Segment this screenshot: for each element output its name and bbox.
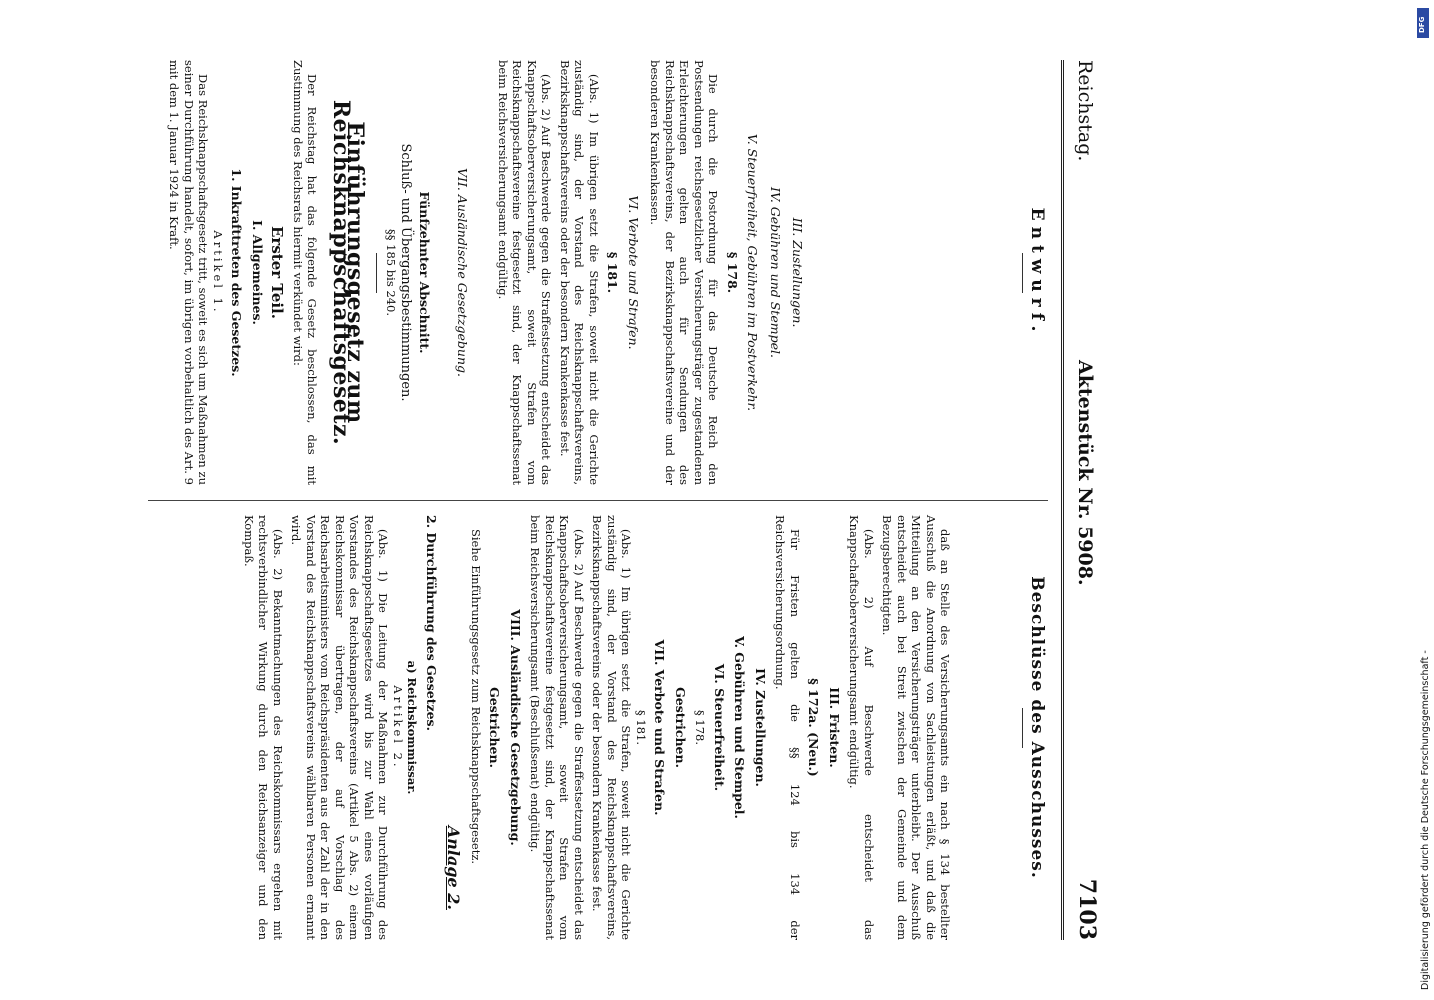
section-heading: Fünfzehnter Abschnitt.: [417, 191, 432, 354]
article-text: (Abs. 1) Die Leitung der Maßnahmen zur Durchführung des Reichsknappschaftsgesetzes wird bis zur Wahl eines vorläufigen Vorstandes des Reichsknappschaftsvereins (Artikel 5 Abs. 2) einem Reichskommissar übertragen, der auf Vorschlag des Reichsarbeitsministers vom Reichspräsidenten aus der Zahl der in den Vorstand des Reichsknappschaftsvereins wählbaren Personen ernannt wird.: [289, 515, 391, 940]
dfg-logo: [1417, 8, 1429, 38]
reference-text: Siehe Einführungsgesetz zum Reichsknappschaftsgesetz.: [469, 529, 483, 865]
paragraph-text: (Abs. 2) Auf Beschwerde entscheidet das Knappschaftsoberversicherungsamt endgültig.: [847, 515, 876, 940]
paragraph-number: § 172a. (Neu.): [806, 678, 822, 777]
section-heading: VII. Ausländische Gesetzgebung.: [455, 168, 471, 377]
article-number: Artikel 1.: [211, 230, 225, 315]
paragraph-number: § 178.: [725, 251, 740, 294]
section-heading: V. Gebühren und Stempel.: [732, 636, 748, 819]
section-heading: IV. Gebühren und Stempel.: [768, 187, 783, 358]
section-heading: IV. Zustellungen.: [753, 668, 768, 787]
paragraph-number: § 181.: [634, 709, 648, 745]
section-title: Schluß- und Übergangsbestimmungen.: [398, 143, 414, 402]
section-heading: VII. Verbote und Strafen.: [652, 639, 668, 816]
article-number: Artikel 2.: [391, 685, 405, 770]
heading-rule: [1023, 708, 1024, 748]
heading-rule: [1023, 253, 1024, 293]
spacer: [478, 60, 492, 485]
paragraph-text: daß an Stelle des Versicherungsamts ein nach § 134 bestellter Ausschuß die Anordnung von Sachleistungen erläßt, und daß die Mitteilung an den Versicherungsträger unterbleibt. Der Ausschuß entscheidet auch bei Streit zwischen der Gemeinde und dem Bezugsberechtigten.: [880, 515, 953, 940]
page-header: [1061, 60, 1100, 940]
section-heading: III. Zustellungen.: [790, 217, 806, 328]
paragraph-text: (Abs. 1) Im übrigen setzt die Strafen, soweit nicht die Gerichte zuständig sind, der Vorstand des Reichsknappschaftsvereins, Bezirksknappschaftsvereins oder der besondern Krankenkasse fest.: [558, 60, 601, 485]
section-heading: VI. Steuerfreiheit.: [712, 663, 727, 792]
entwurf-heading: Entwurf.: [1027, 207, 1047, 338]
struck-note: Gestrichen.: [487, 687, 503, 768]
preamble-text: Der Reichstag hat das folgende Gesetz beschlossen, das mit Zustimmung des Reichsrats hiermit verkündet wird:: [291, 60, 320, 485]
spacer: [953, 515, 1013, 940]
struck-note: Gestrichen.: [673, 687, 688, 768]
annex-label: Anlage 2.: [444, 825, 464, 910]
part-heading: Erster Teil.: [268, 226, 287, 319]
header-left: Reichstag.: [1074, 60, 1096, 162]
section-rule: [377, 253, 378, 293]
column-beschluesse: [238, 515, 1049, 940]
digitization-note: Digitalisierung gefördert durch die Deutsche Forschungsgemeinschaft -: [1420, 650, 1431, 990]
beschluesse-heading: Beschlüsse des Ausschusses.: [1027, 576, 1047, 879]
spacer: [437, 60, 451, 485]
header-document-number: Aktenstück Nr. 5908.: [1074, 360, 1096, 586]
paragraph-text: (Abs. 2) Auf Beschwerde gegen die Straffestsetzung entscheidet das Knappschaftsoberversicherungsamt, soweit Strafen vom Reichsknappschaftsvereine festgesetzt sind, der Knappschaftssenat beim Reichsversicherungsamt (Beschlußsenat) endgültig.: [528, 515, 586, 940]
subsection-heading: a) Reichskommissar.: [405, 660, 420, 795]
section-heading: V. Steuerfreiheit, Gebühren im Postverkehr.: [745, 133, 761, 412]
section-heading: 1. Inkrafttreten des Gesetzes.: [229, 168, 245, 377]
header-page-number: 7103: [1074, 878, 1100, 940]
paragraph-text: Für Fristen gelten die §§ 124 bis 134 der Reichsversicherungsordnung.: [773, 515, 802, 940]
document-page: [90, 60, 1100, 940]
section-heading: III. Fristen.: [827, 687, 842, 768]
section-heading: I. Allgemeines.: [250, 220, 265, 325]
paragraph-text: Die durch die Postordnung für das Deutsche Reich den Postsendungen reichsgesetzlicher Versicherungsträger zugestandenen Erleichterungen gelten auch für Sendungen des Reichsknappschaftsvereins, der Bezirksknappschaftsvereine und der besonderen Krankenkassen.: [648, 60, 721, 485]
paragraph-range: §§ 185 bis 240.: [384, 229, 398, 316]
dfg-logo-text: DFG: [1418, 16, 1426, 33]
section-heading: VI. Verbote und Strafen.: [626, 195, 641, 350]
section-heading: VIII. Ausländische Gesetzgebung.: [508, 609, 523, 846]
section-heading: 2. Durchführung des Gesetzes.: [424, 515, 439, 731]
law-title: Einführungsgesetz zum Reichsknappschaftsgesetz.: [328, 99, 369, 446]
paragraph-text: (Abs. 1) Im übrigen setzt die Strafen, soweit nicht die Gerichte zuständig sind, der Vorstand des Reichsknappschaftsvereins, Bezirksknappschaftsvereins oder der besondern Krankenkasse fest.: [590, 515, 634, 940]
paragraph-text: (Abs. 2) Auf Beschwerde gegen die Straffestsetzung entscheidet das Knappschaftsoberversicherungsamt, soweit Strafen vom Reichsknappschaftsvereine festgesetzt sind, der Knappschaftssenat beim Reichsversicherungsamt endgültig.: [496, 60, 554, 485]
column-divider: [148, 500, 1048, 501]
spacer: [813, 60, 1013, 485]
article-text: Das Reichsknappschaftsgesetz tritt, soweit es sich um Maßnahmen zu seiner Durchführung handelt, sofort, im übrigen vorbehaltlich des Art. 9 mit dem 1. Januar 1924 in Kraft.: [167, 60, 211, 485]
paragraph-number: § 181.: [605, 251, 621, 294]
paragraph-number: § 178.: [693, 709, 708, 745]
article-text: (Abs. 2) Bekanntmachungen des Reichskommissars ergehen mit rechtsverbindlicher Wirkung durch den Reichsanzeiger und den Kompaß.: [242, 515, 285, 940]
column-entwurf: [163, 60, 1048, 485]
